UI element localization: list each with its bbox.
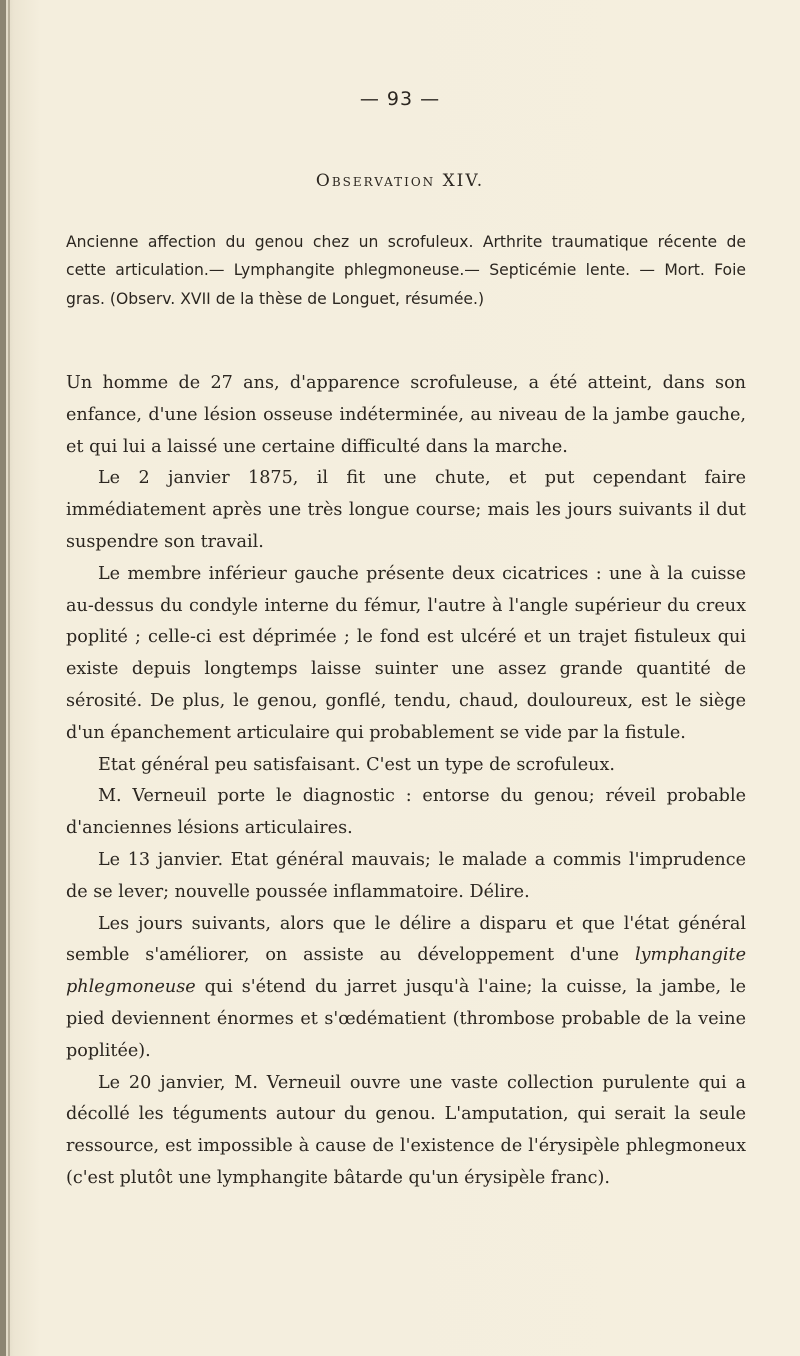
page-binding-shadow [8, 0, 10, 1356]
paragraph-2: Le 2 janvier 1875, il fit une chute, et put cependant faire immédiatement après une très longue course; mais les jours suivants il dut suspendre son travail. [66, 468, 746, 552]
paragraph-3: Le membre inférieur gauche présente deux cicatrices : une à la cuisse au-dessus du condyle interne du fémur, l'autre à l'angle supérieur du creux poplité ; celle-ci est déprimée ; le fond est ulcéré et un trajet fistuleux qui existe depuis longtemps laisse suinter une assez grande quantité de sérosité. De plus, le genou, gonflé, tendu, chaud, douloureux, est le siège d'un épanchement articulaire qui probablement se vide par la fistule. [66, 563, 746, 743]
paragraph-7 [66, 909, 746, 1068]
paragraph-7-start: Les jours suivants, alors que le délire a disparu et que l'état général semble s'améliorer, on assiste au développement d'une [66, 913, 746, 966]
paragraph-4: Etat général peu satisfaisant. C'est un type de scrofuleux. [98, 754, 615, 775]
page-binding-edge [0, 0, 6, 1356]
page-number: — 93 — [359, 88, 441, 110]
summary-text: Ancienne affection du genou chez un scrofuleux. Arthrite traumatique récente de cette articulation.— Lymphangite phlegmoneuse.— Septicémie lente. — Mort. Foie gras. (Observ. XVII de la thèse de Longuet, résumée.) [66, 233, 746, 308]
observation-heading: Observation XIV. [315, 171, 485, 191]
paragraph-8: Le 20 janvier, M. Verneuil ouvre une vaste collection purulente qui a décollé les téguments autour du genou. L'amputation, qui serait la seule ressource, est impossible à cause de l'existence de l'érysipèle phlegmoneux (c'est plutôt une lymphangite bâtarde qu'un érysipèle franc). [66, 1072, 746, 1188]
observation-body [66, 368, 746, 1195]
paragraph-5: M. Verneuil porte le diagnostic : entorse du genou; réveil probable d'anciennes lésions articulaires. [66, 786, 746, 839]
paragraph-6: Le 13 janvier. Etat général mauvais; le malade a commis l'imprudence de se lever; nouvelle poussée inflammatoire. Délire. [66, 849, 746, 902]
paragraph-1: Un homme de 27 ans, d'apparence scrofuleuse, a été atteint, dans son enfance, d'une lésion osseuse indéterminée, au niveau de la jambe gauche, et qui lui a laissé une certaine difficulté dans la marche. [66, 373, 746, 457]
observation-summary [66, 228, 746, 313]
paragraph-7-end: qui s'étend du jarret jusqu'à l'aine; la cuisse, la jambe, le pied deviennent énormes et s'œdématient (thrombose probable de la veine poplitée). [66, 977, 746, 1061]
paragraph-7-italic: lymphangite phlegmoneuse [66, 945, 746, 998]
